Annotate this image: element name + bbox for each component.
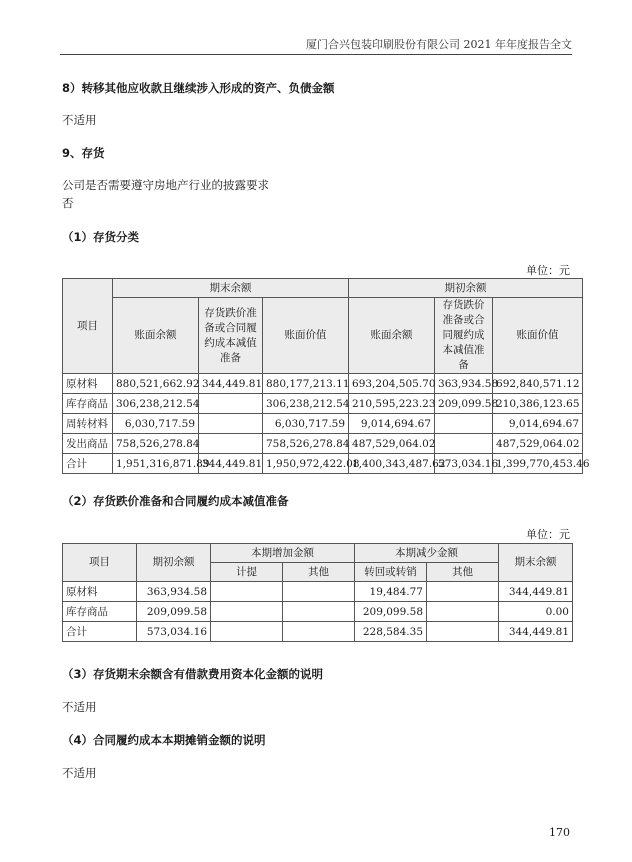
cell-value	[283, 622, 355, 642]
cell-value	[427, 602, 499, 622]
table-row	[63, 414, 583, 434]
cell-value: 573,034.16	[435, 454, 493, 474]
section-8-title: 8）转移其他应收款且继续涉入形成的资产、负债金额	[62, 81, 335, 95]
cell-value: 0.00	[499, 602, 573, 622]
cell-value: 1,400,343,487.62	[349, 454, 435, 474]
cell-value: 306,238,212.54	[113, 394, 199, 414]
cell-value	[211, 582, 283, 602]
table1-title: （1）存货分类	[62, 230, 140, 244]
table-row	[63, 582, 573, 602]
t2-header-other-increase: 其他	[283, 563, 355, 582]
table-row	[63, 374, 583, 394]
cell-value: 210,595,223.23	[349, 394, 435, 414]
table-row	[63, 394, 583, 414]
cell-value: 1,399,770,453.46	[493, 454, 583, 474]
cell-value: 306,238,212.54	[263, 394, 349, 414]
cell-value	[211, 602, 283, 622]
table2-unit: 单位：元	[526, 528, 570, 541]
table2-title: （2）存货跌价准备和合同履约成本减值准备	[62, 494, 289, 508]
table-row	[63, 622, 573, 642]
section-4-text: 不适用	[62, 766, 97, 780]
t1-header-provision-end: 存货跌价准备或合同履约成本减值准备	[199, 298, 263, 374]
t2-header-provision: 计提	[211, 563, 283, 582]
impairment-provision-table	[62, 543, 573, 642]
t1-header-book-begin: 账面余额	[349, 298, 435, 374]
row-label: 库存商品	[63, 394, 113, 414]
cell-value: 1,951,316,871.89	[113, 454, 199, 474]
t1-header-value-end: 账面价值	[263, 298, 349, 374]
cell-value: 487,529,064.02	[493, 434, 583, 454]
cell-value	[199, 394, 263, 414]
t2-header-decrease: 本期减少金额	[355, 544, 499, 563]
cell-value	[283, 602, 355, 622]
cell-value: 693,204,505.70	[349, 374, 435, 394]
cell-value: 487,529,064.02	[349, 434, 435, 454]
cell-value: 209,099.58	[137, 602, 211, 622]
cell-value: 880,177,213.11	[263, 374, 349, 394]
row-label: 发出商品	[63, 434, 113, 454]
table-row	[63, 454, 583, 474]
cell-value: 19,484.77	[355, 582, 427, 602]
t1-header-value-begin: 账面价值	[493, 298, 583, 374]
row-label: 周转材料	[63, 414, 113, 434]
cell-value	[435, 434, 493, 454]
cell-value	[427, 622, 499, 642]
cell-value: 6,030,717.59	[263, 414, 349, 434]
t1-header-provision-begin: 存货跌价准备或合同履约成本减值准备	[435, 298, 493, 374]
page-number: 170	[549, 826, 570, 839]
row-label: 原材料	[63, 582, 137, 602]
section-8-text: 不适用	[62, 113, 97, 127]
cell-value: 363,934.58	[435, 374, 493, 394]
table1-unit: 单位：元	[526, 264, 570, 277]
section-9-question: 公司是否需要遵守房地产行业的披露要求	[62, 178, 269, 192]
t2-header-reversal: 转回或转销	[355, 563, 427, 582]
cell-value: 6,030,717.59	[113, 414, 199, 434]
header-rule	[60, 54, 572, 55]
section-4-title: （4）合同履约成本本期摊销金额的说明	[62, 733, 266, 747]
cell-value: 1,950,972,422.08	[263, 454, 349, 474]
row-label: 库存商品	[63, 602, 137, 622]
t2-header-item: 项目	[63, 544, 137, 582]
cell-value: 344,449.81	[199, 454, 263, 474]
t2-header-begin: 期初余额	[137, 544, 211, 582]
t1-header-end: 期末余额	[113, 279, 349, 298]
cell-value: 692,840,571.12	[493, 374, 583, 394]
cell-value: 344,449.81	[199, 374, 263, 394]
row-label: 原材料	[63, 374, 113, 394]
cell-value: 209,099.58	[435, 394, 493, 414]
section-9-title: 9、存货	[62, 146, 105, 160]
t2-header-increase: 本期增加金额	[211, 544, 355, 563]
inventory-classification-table	[62, 278, 590, 474]
cell-value: 758,526,278.84	[263, 434, 349, 454]
cell-value: 210,386,123.65	[493, 394, 583, 414]
cell-value: 880,521,662.92	[113, 374, 199, 394]
cell-value	[211, 622, 283, 642]
cell-value: 209,099.58	[355, 602, 427, 622]
cell-value: 9,014,694.67	[349, 414, 435, 434]
cell-value	[435, 414, 493, 434]
row-label: 合计	[63, 454, 113, 474]
cell-value: 9,014,694.67	[493, 414, 583, 434]
cell-value	[283, 582, 355, 602]
t1-header-begin: 期初余额	[349, 279, 583, 298]
cell-value: 758,526,278.84	[113, 434, 199, 454]
cell-value	[199, 434, 263, 454]
section-3-title: （3）存货期末余额含有借款费用资本化金额的说明	[62, 667, 323, 681]
table-row	[63, 434, 583, 454]
cell-value	[199, 414, 263, 434]
cell-value	[427, 582, 499, 602]
section-3-text: 不适用	[62, 700, 97, 714]
cell-value: 344,449.81	[499, 582, 573, 602]
t1-header-item: 项目	[63, 279, 113, 374]
cell-value: 363,934.58	[137, 582, 211, 602]
section-9-answer: 否	[62, 196, 74, 210]
t2-header-end: 期末余额	[499, 544, 573, 582]
t2-header-other-decrease: 其他	[427, 563, 499, 582]
table-row	[63, 602, 573, 622]
cell-value: 228,584.35	[355, 622, 427, 642]
page-header: 厦门合兴包装印刷股份有限公司 2021 年年度报告全文	[306, 38, 572, 51]
cell-value: 573,034.16	[137, 622, 211, 642]
row-label: 合计	[63, 622, 137, 642]
cell-value: 344,449.81	[499, 622, 573, 642]
t1-header-book-end: 账面余额	[113, 298, 199, 374]
